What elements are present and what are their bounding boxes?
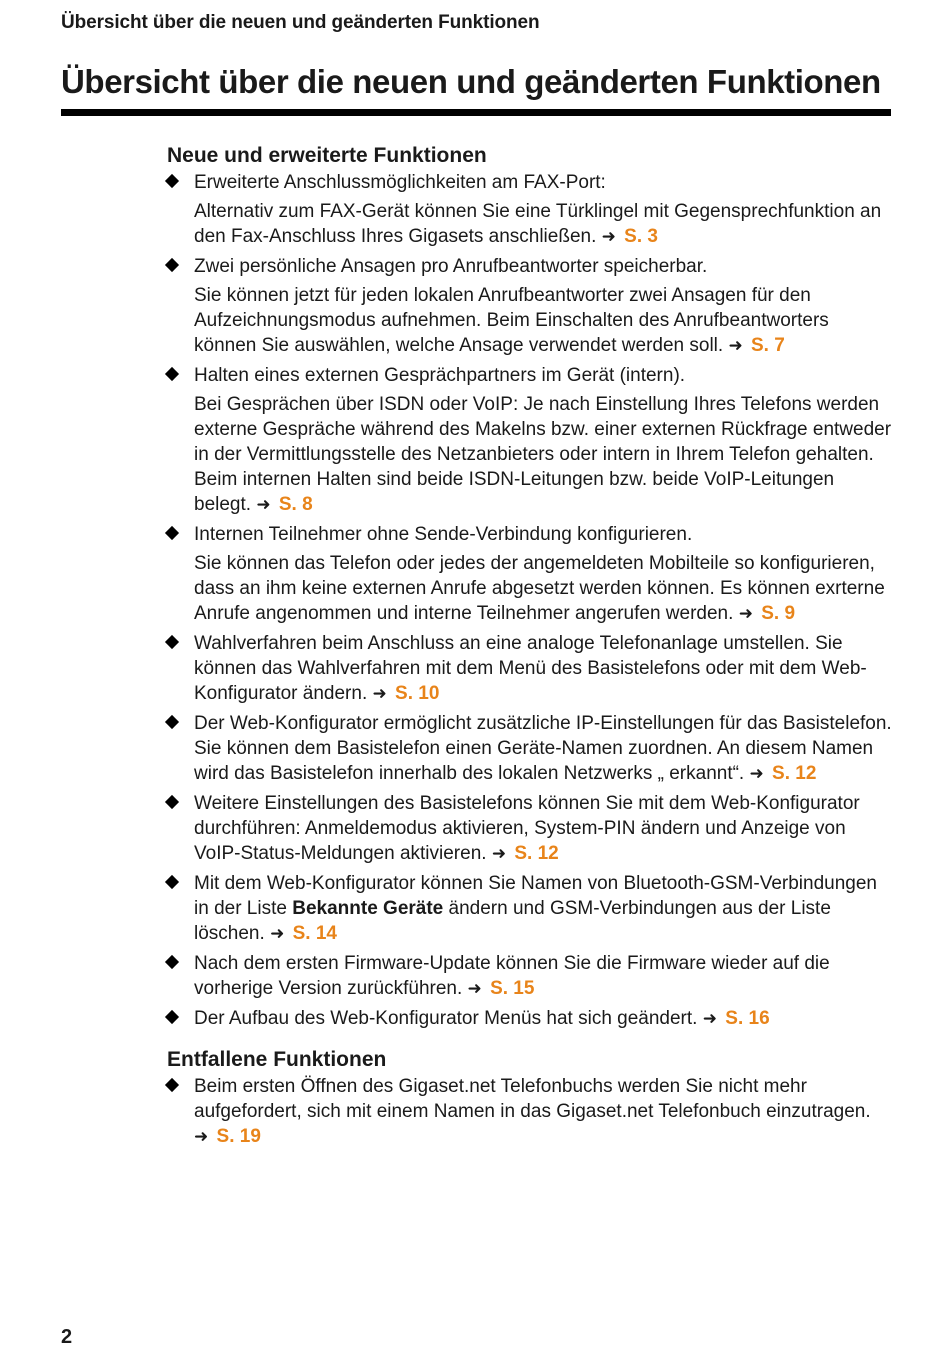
list-item	[167, 791, 892, 867]
running-header: Übersicht über die neuen und geänderten Funktionen	[61, 12, 540, 33]
list-item	[167, 170, 892, 250]
page-reference-link[interactable]: S. 8	[278, 494, 313, 515]
page-reference-link[interactable]: S. 16	[725, 1008, 770, 1029]
list-item	[167, 1074, 892, 1150]
list-item	[167, 254, 892, 359]
item-description	[194, 392, 892, 518]
item-text: Weitere Einstellungen des Basistelefons können Sie mit dem Web-Konfigurator durchführen: Anmeldemodus aktivieren, System-PIN ändern und Anzeige von VoIP-Status-Meldungen aktivieren.	[194, 793, 860, 864]
section-heading-new: Neue und erweiterte Funktionen	[167, 144, 487, 167]
page-title: Übersicht über die neuen und geänderten Funktionen	[61, 63, 881, 100]
feature-list-removed	[167, 1074, 892, 1150]
item-description	[194, 283, 892, 359]
diamond-bullet-icon	[165, 367, 179, 381]
page-reference-link[interactable]: S. 15	[490, 978, 535, 999]
item-description-text: Alternativ zum FAX-Gerät können Sie eine Türklingel mit Gegensprechfunktion an den Fax-Anschluss Ihres Gigasets anschließen.	[194, 201, 882, 247]
arrow-right-icon: ➜	[601, 227, 616, 247]
arrow-right-icon: ➜	[738, 604, 753, 624]
item-text: Erweiterte Anschlussmöglichkeiten am FAX-Port:	[194, 172, 606, 193]
menu-term-known-devices: Bekannte Geräte	[292, 898, 444, 919]
list-item	[167, 631, 892, 707]
list-item	[167, 871, 892, 947]
diamond-bullet-icon	[165, 795, 179, 809]
item-description-text: Bei Gesprächen über ISDN oder VoIP: Je nach Einstellung Ihres Telefons werden externe Gespräche während des Makelns bzw. einer externen Rückfrage entweder in der Vermittlungsstelle des Netzanbieters oder intern in Ihrem Telefon gehalten. Beim internen Halten sind beide ISDN-Leitungen bzw. beide VoIP-Leitungen belegt.	[194, 394, 892, 515]
diamond-bullet-icon	[165, 174, 179, 188]
page-reference[interactable]	[256, 494, 312, 515]
list-item	[167, 363, 892, 518]
feature-list-new	[167, 170, 892, 1032]
arrow-right-icon: ➜	[491, 844, 507, 864]
item-text: Zwei persönliche Ansagen pro Anrufbeantworter speicherbar.	[194, 256, 708, 277]
arrow-right-icon: ➜	[702, 1009, 717, 1029]
item-text: Der Web-Konfigurator ermöglicht zusätzliche IP-Einstellungen für das Basistelefon. Sie können dem Basistelefon einen Geräte-Namen zuordnen. An diesem Namen wird das Basistelefon innerhalb des lokalen Netzwerks „ erkannt“.	[194, 713, 892, 784]
page-reference[interactable]	[739, 603, 795, 624]
diamond-bullet-icon	[165, 526, 179, 540]
diamond-bullet-icon	[165, 875, 179, 889]
page-reference[interactable]	[194, 1126, 261, 1147]
page-reference-link[interactable]: S. 14	[292, 923, 337, 944]
diamond-bullet-icon	[165, 1078, 179, 1092]
page-reference[interactable]	[373, 683, 440, 704]
item-text: Halten eines externen Gesprächpartners im Gerät (intern).	[194, 365, 686, 386]
arrow-right-icon: ➜	[749, 764, 764, 784]
list-item	[167, 522, 892, 627]
item-text-end: ändern und GSM-Verbindungen aus der Liste löschen.	[194, 898, 831, 944]
page-reference[interactable]	[728, 335, 784, 356]
item-text-start: Mit dem Web-Konfigurator können Sie Namen von Bluetooth-GSM-Verbindungen in der Liste	[194, 873, 877, 919]
page-reference-link[interactable]: S. 10	[395, 683, 440, 704]
arrow-right-icon: ➜	[728, 336, 743, 356]
diamond-bullet-icon	[165, 715, 179, 729]
arrow-right-icon: ➜	[372, 684, 387, 704]
page-reference-link[interactable]: S. 12	[514, 843, 559, 864]
page-reference[interactable]	[602, 226, 658, 247]
page-reference[interactable]	[703, 1008, 770, 1029]
list-item	[167, 951, 892, 1002]
page-reference-link[interactable]: S. 7	[750, 335, 785, 356]
page-reference-link[interactable]: S. 3	[624, 226, 658, 247]
item-text: Nach dem ersten Firmware-Update können Sie die Firmware wieder auf die vorherige Version zurückführen.	[194, 953, 830, 999]
page-number: 2	[61, 1326, 73, 1348]
page-reference[interactable]	[270, 923, 337, 944]
page-reference-link[interactable]: S. 12	[772, 763, 817, 784]
diamond-bullet-icon	[165, 635, 179, 649]
item-text: Internen Teilnehmer ohne Sende-Verbindung konfigurieren.	[194, 524, 693, 545]
item-description	[194, 551, 892, 627]
item-description	[194, 199, 892, 250]
list-item	[167, 1006, 892, 1032]
page-reference[interactable]	[468, 978, 535, 999]
arrow-right-icon: ➜	[467, 979, 482, 999]
arrow-right-icon: ➜	[256, 495, 271, 515]
diamond-bullet-icon	[165, 955, 179, 969]
title-rule	[61, 109, 891, 116]
item-text: Der Aufbau des Web-Konfigurator Menüs hat sich geändert.	[194, 1008, 698, 1029]
item-text: Beim ersten Öffnen des Gigaset.net Telefonbuchs werden Sie nicht mehr aufgefordert, sich mit einem Namen in das Gigaset.net Telefonbuch einzutragen.	[194, 1076, 871, 1122]
diamond-bullet-icon	[165, 1010, 179, 1024]
item-text: Wahlverfahren beim Anschluss an eine analoge Telefonanlage umstellen. Sie können das Wahlverfahren mit dem Menü des Basistelefons oder mit dem Web-Konfigurator ändern.	[194, 633, 867, 704]
item-description-text: Sie können das Telefon oder jedes der angemeldeten Mobilteile so konfigurieren, dass an ihm keine externen Anrufe abgesetzt werden können. Es können exrterne Anrufe angenommen und interne Teilnehmer angerufen werden.	[194, 553, 885, 624]
arrow-right-icon: ➜	[270, 924, 285, 944]
page-reference[interactable]	[750, 763, 817, 784]
section-heading-removed: Entfallene Funktionen	[167, 1048, 387, 1071]
page-reference-link[interactable]: S. 19	[216, 1126, 261, 1147]
page-content	[167, 142, 892, 1154]
arrow-right-icon: ➜	[194, 1127, 209, 1147]
page-reference[interactable]	[492, 843, 559, 864]
list-item	[167, 711, 892, 787]
diamond-bullet-icon	[165, 258, 179, 272]
item-description-text: Sie können jetzt für jeden lokalen Anrufbeantworter zwei Ansagen für den Aufzeichnungsmodus aufnehmen. Beim Einschalten des Anrufbeantworters können Sie auswählen, welche Ansage verwendet werden soll.	[194, 285, 829, 356]
page-reference-link[interactable]: S. 9	[761, 603, 796, 624]
